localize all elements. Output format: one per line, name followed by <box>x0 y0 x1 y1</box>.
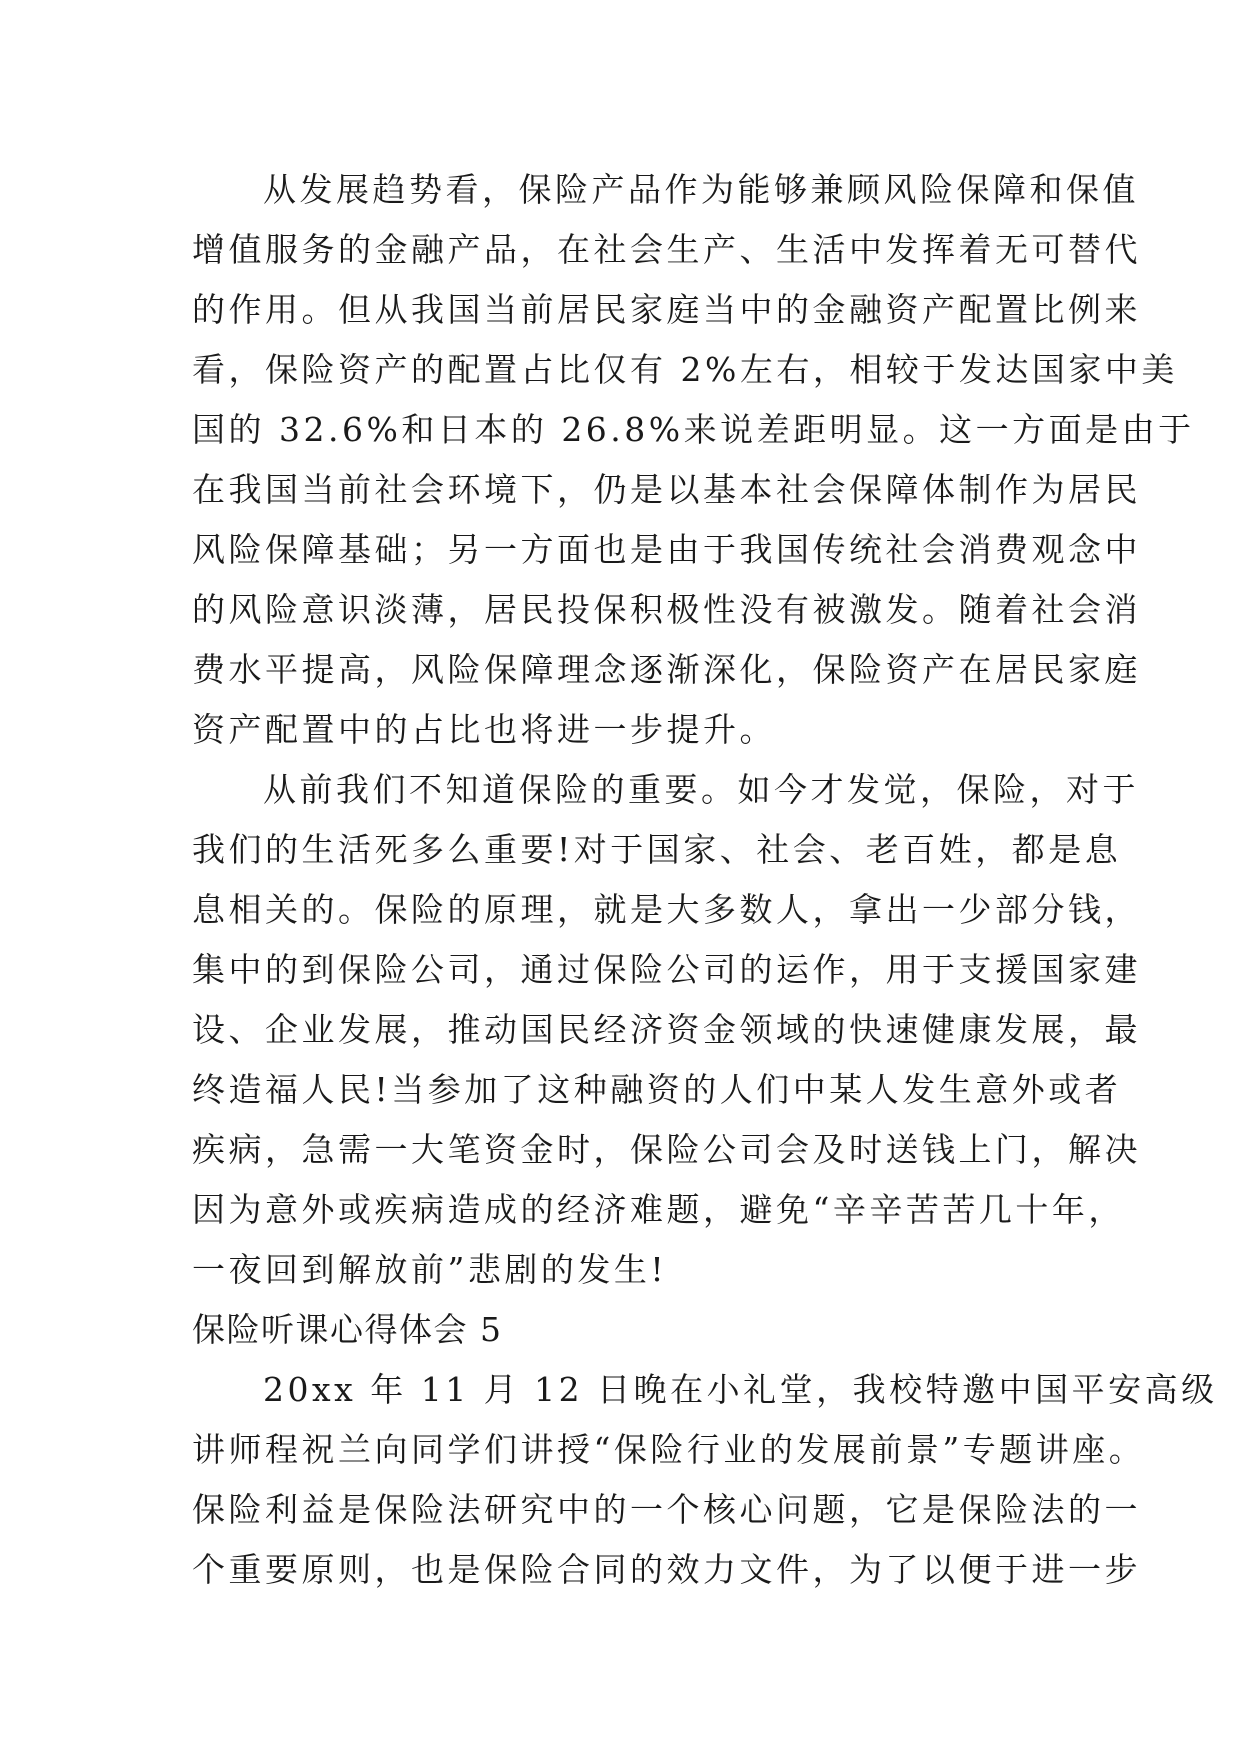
paragraph-line: 疾病，急需一大笔资金时，保险公司会及时送钱上门，解决 <box>192 1130 1141 1169</box>
paragraph-development-trend <box>192 160 1195 760</box>
paragraph-line: 集中的到保险公司，通过保险公司的运作，用于支援国家建 <box>192 950 1141 989</box>
paragraph-line: 在我国当前社会环境下，仍是以基本社会保障体制作为居民 <box>192 470 1141 509</box>
section-heading: 保险听课心得体会 5 <box>192 1310 503 1349</box>
paragraph-line: 看，保险资产的配置占比仅有 2%左右，相较于发达国家中美 <box>192 350 1178 389</box>
paragraph-line: 增值服务的金融产品，在社会生产、生活中发挥着无可替代 <box>192 230 1141 269</box>
paragraph-line: 一夜回到解放前”悲剧的发生! <box>192 1250 668 1289</box>
paragraph-line: 设、企业发展，推动国民经济资金领域的快速健康发展，最 <box>192 1010 1141 1049</box>
document-body <box>192 160 1218 1600</box>
paragraph-line: 保险利益是保险法研究中的一个核心问题，它是保险法的一 <box>192 1490 1141 1529</box>
paragraph-line: 我们的生活死多么重要!对于国家、社会、老百姓，都是息 <box>192 830 1122 869</box>
paragraph-line: 讲师程祝兰向同学们讲授“保险行业的发展前景”专题讲座。 <box>192 1430 1146 1469</box>
paragraph-line: 个重要原则，也是保险合同的效力文件，为了以便于进一步 <box>192 1550 1141 1589</box>
paragraph-line: 因为意外或疾病造成的经济难题，避免“辛辛苦苦几十年， <box>192 1190 1125 1229</box>
paragraph-line: 的风险意识淡薄，居民投保积极性没有被激发。随着社会消 <box>192 590 1141 629</box>
paragraph-lecture <box>192 1360 1218 1600</box>
paragraph-line: 终造福人民!当参加了这种融资的人们中某人发生意外或者 <box>192 1070 1122 1109</box>
paragraph-line: 费水平提高，风险保障理念逐渐深化，保险资产在居民家庭 <box>192 650 1141 689</box>
paragraph-line: 风险保障基础；另一方面也是由于我国传统社会消费观念中 <box>192 530 1141 569</box>
paragraph-line: 的作用。但从我国当前居民家庭当中的金融资产配置比例来 <box>192 290 1141 329</box>
paragraph-line: 20xx 年 11 月 12 日晚在小礼堂，我校特邀中国平安高级 <box>263 1370 1218 1409</box>
paragraph-line: 资产配置中的占比也将进一步提升。 <box>192 710 776 749</box>
paragraph-line: 从前我们不知道保险的重要。如今才发觉，保险，对于 <box>263 770 1139 809</box>
paragraph-line: 国的 32.6%和日本的 26.8%来说差距明显。这一方面是由于 <box>192 410 1195 449</box>
paragraph-importance-of-insurance <box>192 760 1141 1300</box>
paragraph-line: 从发展趋势看，保险产品作为能够兼顾风险保障和保值 <box>263 170 1139 209</box>
paragraph-line: 息相关的。保险的原理，就是大多数人，拿出一少部分钱， <box>192 890 1141 929</box>
